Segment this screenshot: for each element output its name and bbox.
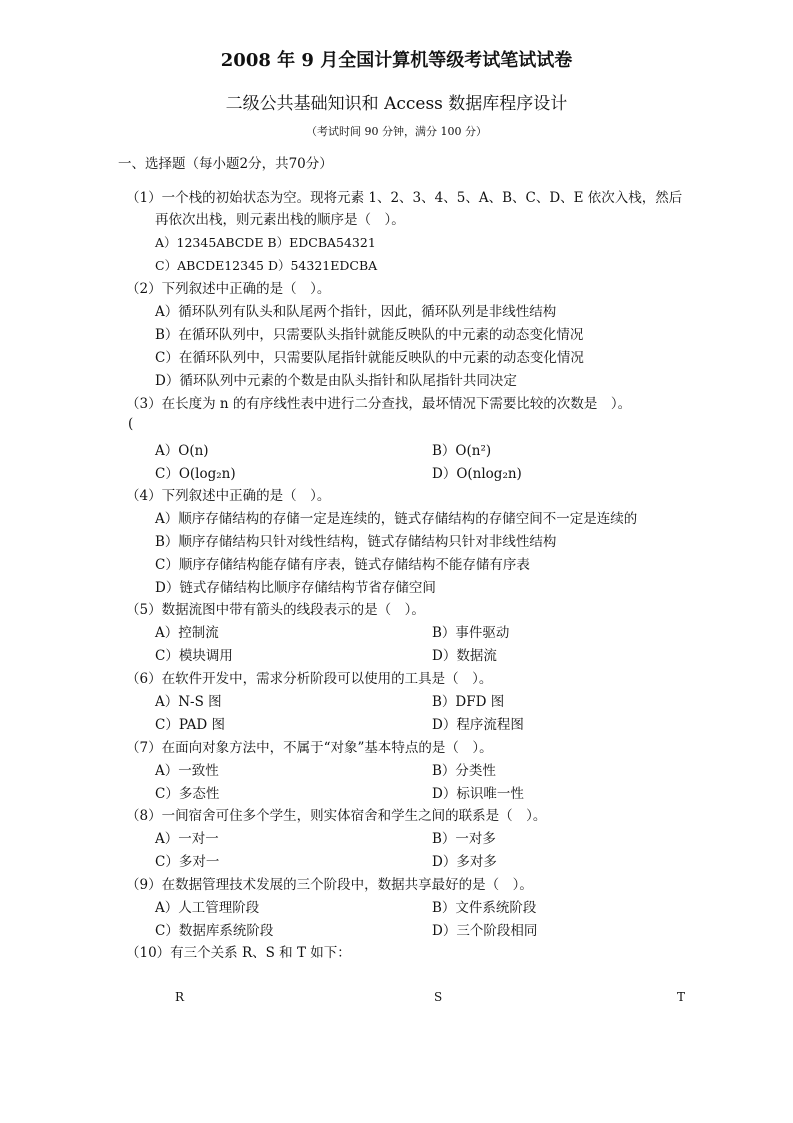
question-4-option-d: D）链式存储结构比顺序存储结构节省存储空间 [155,580,436,596]
question-4-option-b: B）顺序存储结构只针对线性结构，链式存储结构只针对非线性结构 [155,534,557,550]
question-3-option-b: B）O(n²) [432,443,492,459]
question-5-option-c: C）模块调用 [155,648,233,664]
question-3-paren: ( [128,416,134,432]
exam-note: （考试时间 90 分钟，满分 100 分） [306,125,487,138]
question-1-stem: （1）一个栈的初始状态为空。现将元素 1、2、3、4、5、A、B、C、D、E 依次入栈，然后 [126,190,683,206]
relation-r-label: R [175,990,185,1004]
question-5-option-d: D）数据流 [432,648,497,664]
question-7-option-d: D）标识唯一性 [432,786,524,802]
question-8-option-b: B）一对多 [432,831,496,847]
question-5-option-b: B）事件驱动 [432,625,510,641]
question-2-option-a: A）循环队列有队头和队尾两个指针，因此，循环队列是非线性结构 [155,304,557,320]
question-9-stem: （9）在数据管理技术发展的三个阶段中，数据共享最好的是（ ）。 [126,877,533,893]
section-heading: 一、选择题（每小题2分，共70分） [118,156,333,172]
question-3-stem: （3）在长度为 n 的有序线性表中进行二分查找，最坏情况下需要比较的次数是 ）。 [126,396,632,412]
question-6-stem: （6）在软件开发中，需求分析阶段可以使用的工具是（ ）。 [126,671,493,687]
question-9-option-d: D）三个阶段相同 [432,923,538,939]
question-6-option-b: B）DFD 图 [432,694,505,710]
question-2-option-c: C）在循环队列中，只需要队尾指针就能反映队的中元素的动态变化情况 [155,350,584,366]
question-6-option-d: D）程序流程图 [432,717,524,733]
question-9-option-a: A）人工管理阶段 [155,900,260,916]
question-3-option-d: D）O(nlog₂n) [432,466,522,482]
relation-s-label: S [434,990,443,1004]
question-9-option-b: B）文件系统阶段 [432,900,537,916]
question-8-option-c: C）多对一 [155,854,220,870]
question-4-stem: （4）下列叙述中正确的是（ ）。 [126,488,331,504]
question-7-option-b: B）分类性 [432,763,496,779]
question-1-stem-cont: 再依次出栈，则元素出栈的顺序是（ ）。 [155,212,405,228]
question-1-options-ab: A）12345ABCDE B）EDCBA54321 [155,235,376,250]
question-7-stem: （7）在面向对象方法中，不属于“对象”基本特点的是（ ）。 [126,740,493,756]
question-6-option-c: C）PAD 图 [155,717,226,733]
question-1-options-cd: C）ABCDE12345 D）54321EDCBA [155,258,378,273]
question-8-option-d: D）多对多 [432,854,497,870]
exam-subtitle: 二级公共基础知识和 Access 数据库程序设计 [225,94,568,114]
question-2-stem: （2）下列叙述中正确的是（ ）。 [126,281,331,297]
question-3-option-c: C）O(log₂n) [155,466,236,482]
question-2-option-b: B）在循环队列中，只需要队头指针就能反映队的中元素的动态变化情况 [155,327,584,343]
question-8-option-a: A）一对一 [155,831,219,847]
question-2-option-d: D）循环队列中元素的个数是由队头指针和队尾指针共同决定 [155,373,517,389]
relation-t-label: T [677,990,686,1004]
question-5-option-a: A）控制流 [155,625,219,641]
question-7-option-c: C）多态性 [155,786,220,802]
question-9-option-c: C）数据库系统阶段 [155,923,274,939]
question-4-option-c: C）顺序存储结构能存储有序表，链式存储结构不能存储有序表 [155,557,530,573]
question-8-stem: （8）一间宿舍可住多个学生，则实体宿舍和学生之间的联系是（ ）。 [126,808,547,824]
question-5-stem: （5）数据流图中带有箭头的线段表示的是（ ）。 [126,602,425,618]
question-6-option-a: A）N-S 图 [155,694,222,710]
exam-title: 2008 年 9 月全国计算机等级考试笔试试卷 [220,50,573,71]
question-10-stem: （10）有三个关系 R、S 和 T 如下： [126,945,351,961]
question-3-option-a: A）O(n) [155,443,209,459]
question-7-option-a: A）一致性 [155,763,219,779]
question-4-option-a: A）顺序存储结构的存储一定是连续的，链式存储结构的存储空间不一定是连续的 [155,511,638,527]
